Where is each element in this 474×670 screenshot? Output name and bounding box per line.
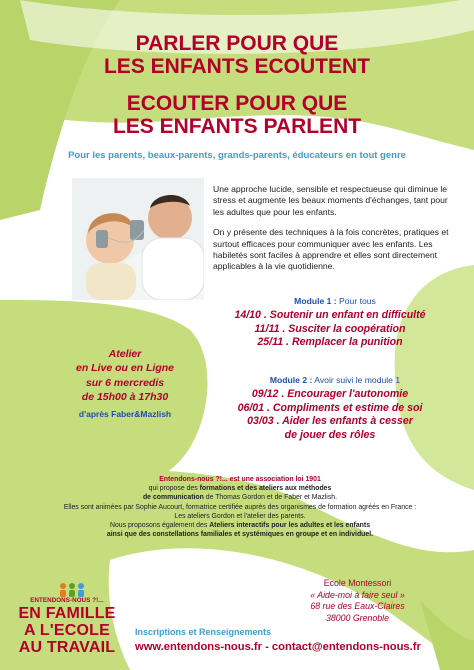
headline-line-3: ECOUTER POUR QUE bbox=[126, 92, 348, 115]
association-line-6 bbox=[20, 521, 460, 530]
logo-line-2: A L'ECOLE bbox=[24, 622, 110, 639]
logo-line-1: EN FAMILLE bbox=[18, 605, 116, 622]
module-1-subtitle: Pour tous bbox=[339, 296, 376, 306]
contact-link[interactable]: www.entendons-nous.fr - contact@entendons-nous.fr bbox=[135, 641, 421, 653]
school-city: 38000 Grenoble bbox=[325, 612, 390, 623]
association-text-span: de Thomas Gordon et de Faber et Mazlish. bbox=[203, 494, 338, 502]
session-item: 03/03 . Aider les enfants à cesser bbox=[247, 415, 413, 428]
association-text-span: Nous proposons également des bbox=[109, 522, 210, 530]
session-item: de jouer des rôles bbox=[284, 428, 376, 441]
atelier-method: d'après Faber&Mazlish bbox=[78, 409, 172, 420]
association-line-7 bbox=[20, 530, 460, 539]
module-2-subtitle: Avoir suivi le module 1 bbox=[314, 375, 401, 385]
atelier-info bbox=[40, 347, 210, 421]
school-street: 68 rue des Eaux-Claires bbox=[310, 601, 405, 612]
headline-line-1: PARLER POUR QUE bbox=[135, 32, 339, 55]
session-item: 06/01 . Compliments et estime de soi bbox=[237, 401, 423, 414]
atelier-title: Atelier bbox=[108, 348, 142, 360]
atelier-time: de 15h00 à 17h30 bbox=[81, 390, 169, 403]
association-bold-span: formations et des ateliers aux méthodes bbox=[199, 485, 332, 493]
module-2-heading bbox=[220, 375, 450, 385]
headline-ecouter bbox=[0, 92, 474, 138]
school-address bbox=[255, 578, 460, 624]
association-bold-span: Ateliers interactifs pour les adultes et les enfants bbox=[209, 522, 371, 530]
atelier-format: en Live ou en Ligne bbox=[75, 362, 174, 375]
intro-paragraph-2: On y présente des techniques à la fois concrètes, pratiques et surtout efficaces pour communiquer avec les enfants. Les habiletés sont faciles à apprendre et elles sont directement applicables à la vie quotidienne. bbox=[213, 227, 449, 272]
logo-line-3: AU TRAVAIL bbox=[18, 639, 116, 656]
module-2-sessions bbox=[205, 388, 455, 442]
session-item: 09/12 . Encourager l'autonomie bbox=[251, 388, 409, 400]
atelier-duration: sur 6 mercredis bbox=[85, 376, 165, 389]
module-2-name: Module 2 : bbox=[269, 375, 313, 385]
association-line-5: Les ateliers Gordon et l'atelier des parents. bbox=[174, 512, 306, 520]
association-text-span: qui propose des bbox=[148, 485, 200, 493]
association-line-3 bbox=[20, 493, 460, 502]
school-motto: « Aide-moi à faire seul » bbox=[310, 589, 405, 600]
father-child-photo bbox=[72, 178, 204, 300]
logo-tagline: ENTENDONS-NOUS ?!... bbox=[30, 597, 104, 604]
intro-text bbox=[213, 184, 451, 282]
association-line-2 bbox=[20, 484, 460, 493]
association-bold-span: ainsi que des constellations familiales et systémiques en groupe et en individuel. bbox=[106, 531, 374, 539]
association-bold-span: de communication bbox=[142, 494, 204, 502]
module-1-heading bbox=[220, 296, 450, 306]
intro-paragraph-1: Une approche lucide, sensible et respectueuse qui diminue le stress et augmente les beaux moments d'échanges, tant pour les adultes que pour les enfants. bbox=[213, 184, 448, 217]
inscriptions-label: Inscriptions et Renseignements bbox=[135, 627, 272, 637]
audience-line: Pour les parents, beaux-parents, grands-parents, éducateurs en tout genre bbox=[68, 150, 406, 161]
module-1-sessions bbox=[205, 309, 455, 350]
association-line-1: Entendons-nous ?!... est une association loi 1901 bbox=[159, 476, 321, 483]
module-1-name: Module 1 : bbox=[294, 296, 337, 306]
session-item: 25/11 . Remplacer la punition bbox=[257, 336, 403, 349]
session-item: 11/11 . Susciter la coopération bbox=[254, 322, 406, 335]
association-text bbox=[20, 475, 460, 539]
headline-line-2: LES ENFANTS ECOUTENT bbox=[103, 55, 371, 78]
association-line-4: Elles sont animées par Sophie Aucourt, formatrice certifiée auprès des organismes de formation agréés en France : bbox=[63, 503, 417, 511]
headline-parler bbox=[0, 32, 474, 78]
school-name: Ecole Montessori bbox=[323, 578, 392, 588]
headline-line-4: LES ENFANTS PARLENT bbox=[112, 115, 362, 138]
session-item: 14/10 . Soutenir un enfant en difficulté bbox=[234, 309, 426, 321]
logo-figures-icon bbox=[58, 582, 86, 597]
